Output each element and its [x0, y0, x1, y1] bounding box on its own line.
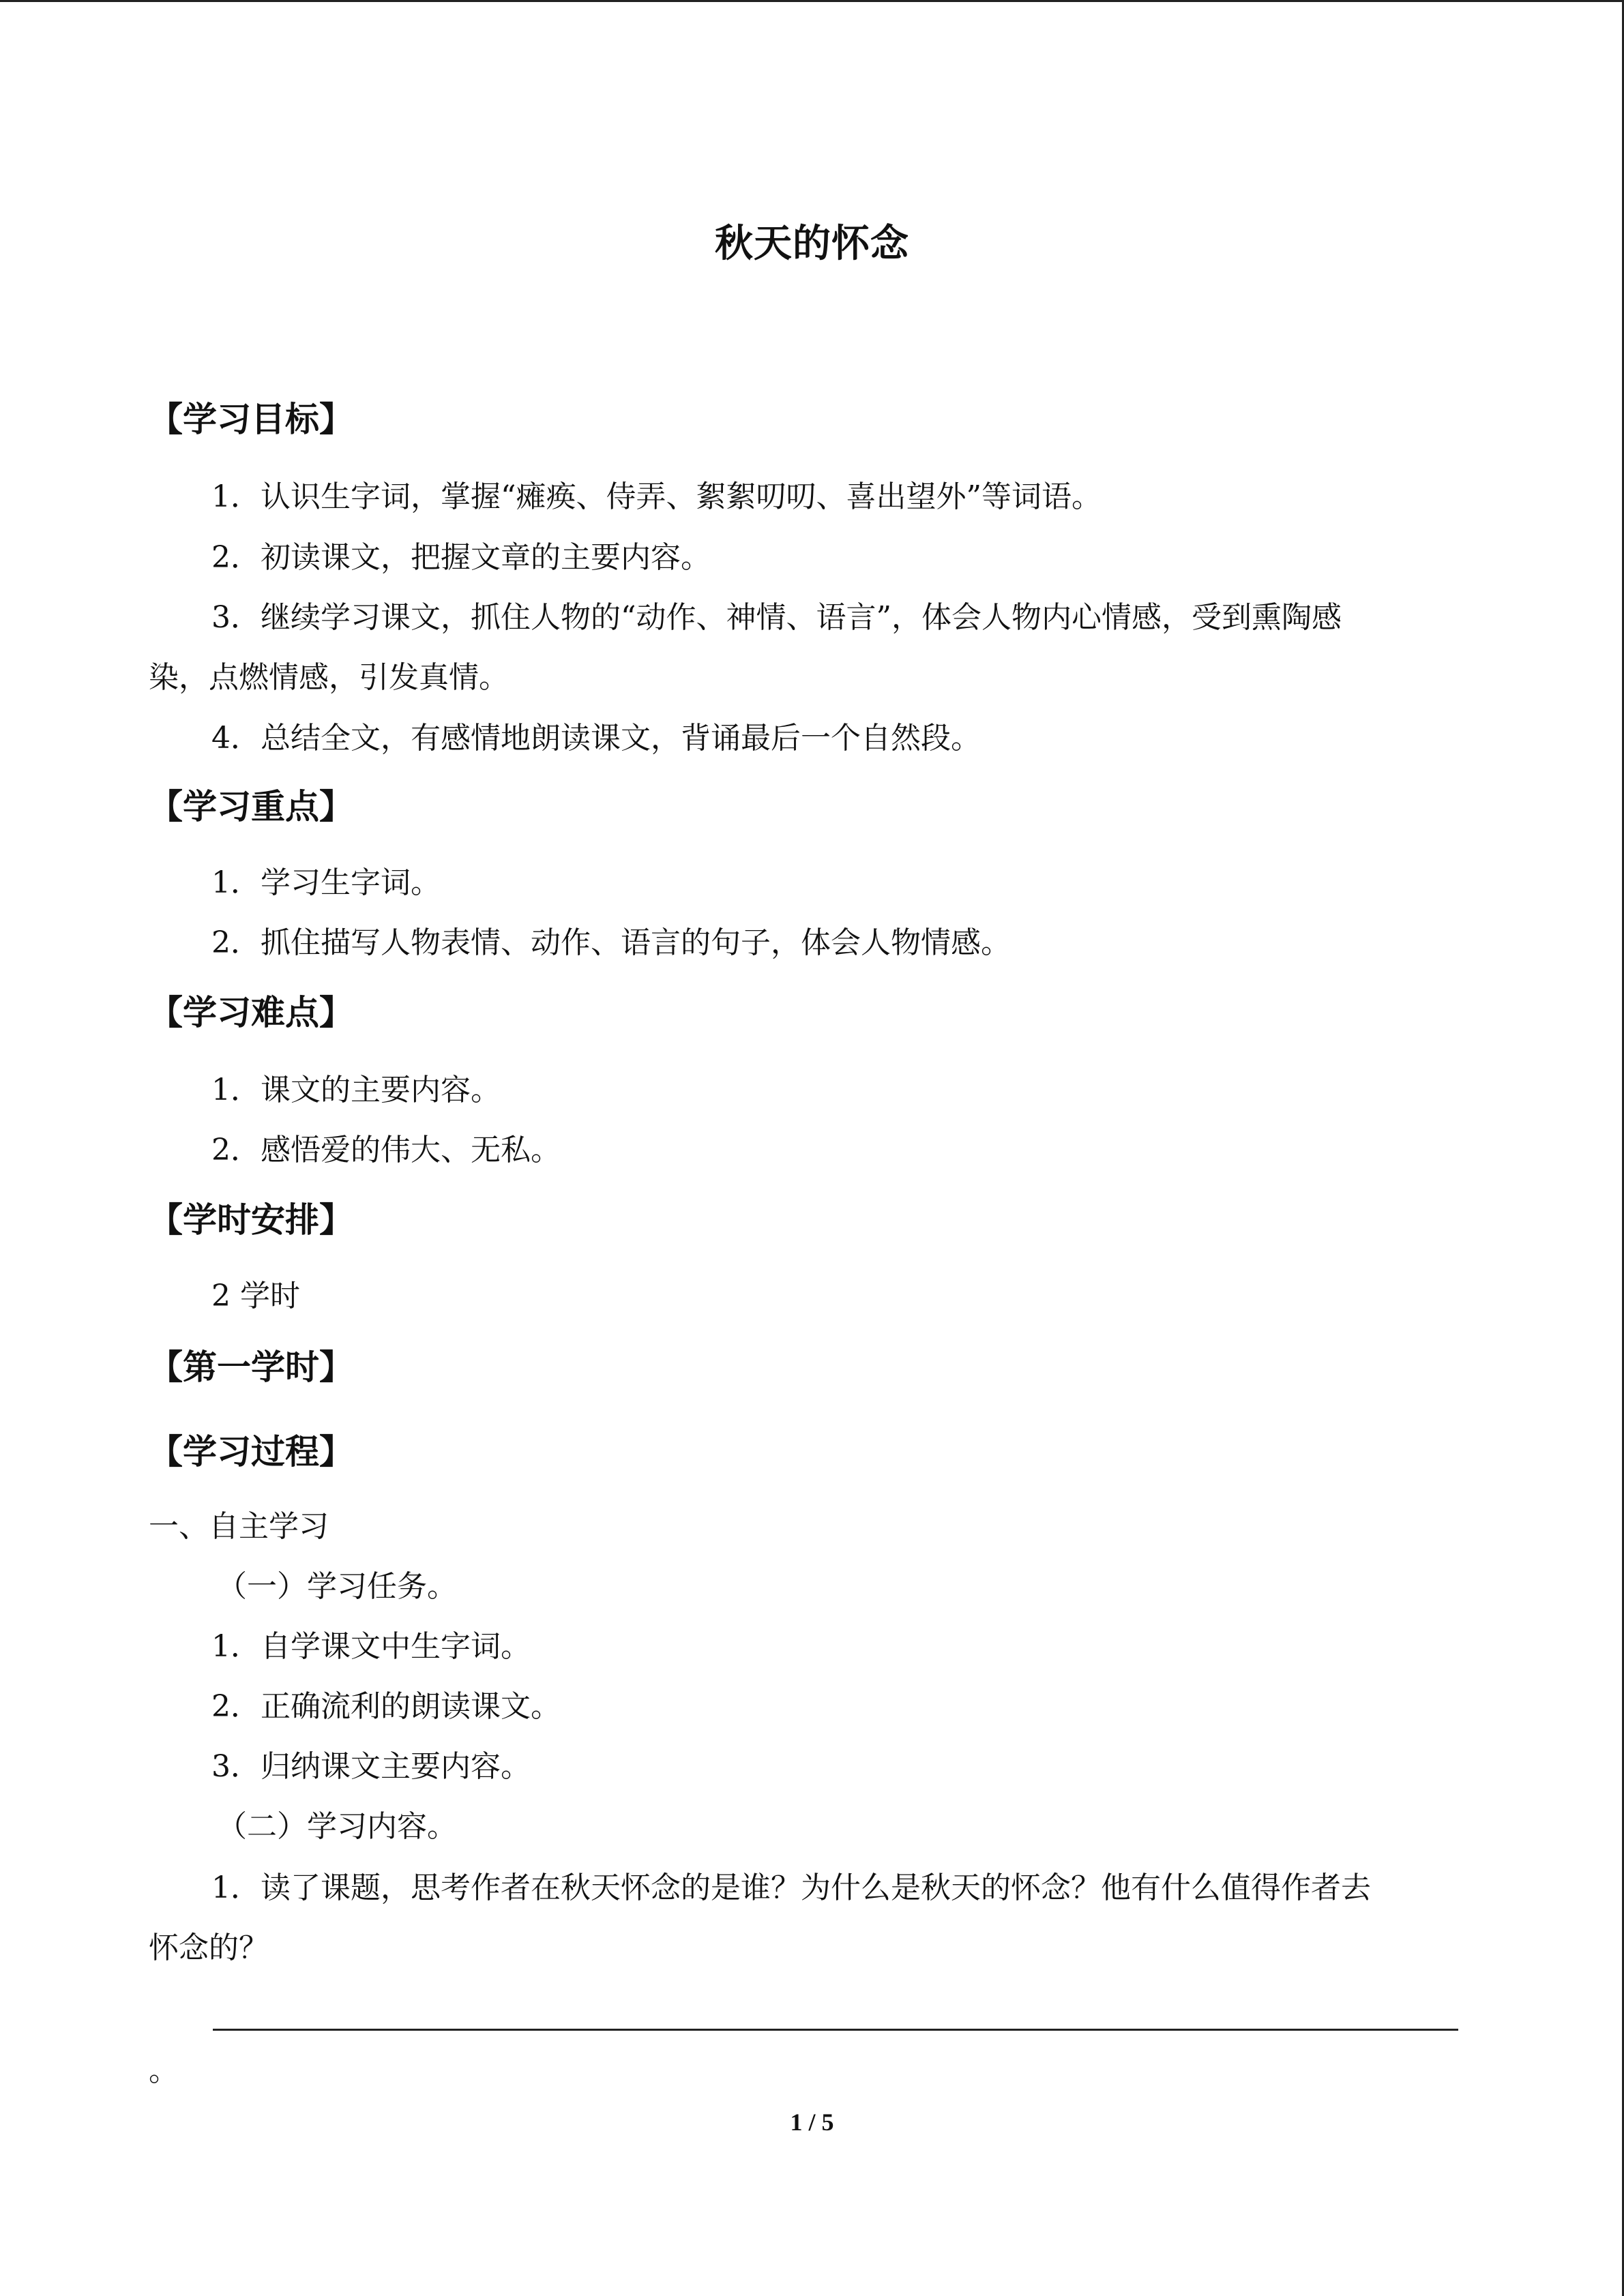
process-item-1: 1．自学课文中生字词。	[211, 1629, 531, 1664]
heading-learning-goals: 【学习目标】	[149, 400, 353, 439]
document-title: 秋天的怀念	[715, 222, 909, 266]
process-item-3: 3．归纳课文主要内容。	[211, 1749, 531, 1784]
heading-key-points: 【学习重点】	[149, 787, 353, 826]
key-point-item-2: 2．抓住描写人物表情、动作、语言的句子，体会人物情感。	[211, 925, 1011, 960]
heading-difficulties: 【学习难点】	[149, 993, 353, 1032]
heading-learning-process: 【学习过程】	[149, 1432, 353, 1472]
key-point-item-1: 1．学习生字词。	[211, 865, 441, 900]
process-subsection-2: （二）学习内容。	[217, 1809, 457, 1844]
goal-item-2: 2．初读课文，把握文章的主要内容。	[211, 540, 711, 575]
process-subsection-1: （一）学习任务。	[217, 1569, 457, 1604]
schedule-text: 2 学时	[211, 1279, 300, 1313]
page-number: 1 / 5	[790, 2108, 834, 2136]
heading-schedule: 【学时安排】	[149, 1200, 353, 1240]
goal-item-4: 4．总结全文，有感情地朗读课文，背诵最后一个自然段。	[211, 721, 981, 756]
goal-item-1: 1．认识生字词，掌握“瘫痪、侍弄、絮絮叨叨、喜出望外”等词语。	[211, 479, 1102, 514]
goal-item-3-continued: 染，点燃情感，引发真情。	[149, 660, 509, 695]
difficulty-item-1: 1．课文的主要内容。	[211, 1073, 501, 1107]
goal-item-3: 3．继续学习课文，抓住人物的“动作、神情、语言”，体会人物内心情感，受到熏陶感	[211, 600, 1342, 635]
process-question-1-continued: 怀念的？	[149, 1930, 269, 1965]
process-item-2: 2．正确流利的朗读课文。	[211, 1689, 561, 1724]
process-question-1: 1．读了课题，思考作者在秋天怀念的是谁？为什么是秋天的怀念？他有什么值得作者去	[211, 1870, 1371, 1905]
answer-end-mark: 。	[149, 2053, 179, 2088]
difficulty-item-2: 2．感悟爱的伟大、无私。	[211, 1133, 561, 1167]
answer-blank-line	[213, 2029, 1458, 2031]
heading-first-period: 【第一学时】	[149, 1347, 353, 1387]
process-section-1: 一、自主学习	[149, 1509, 329, 1544]
